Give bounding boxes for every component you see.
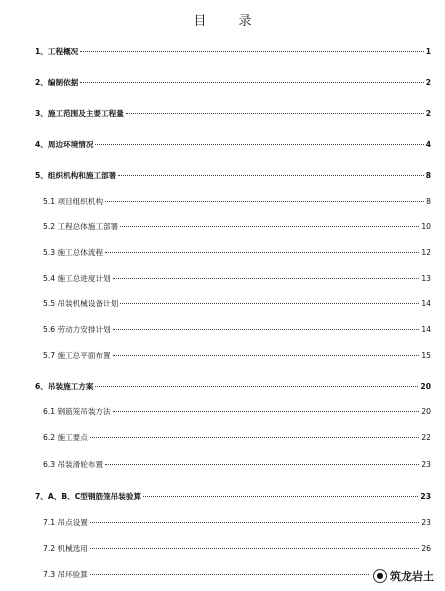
toc-entry[interactable] xyxy=(43,518,431,528)
toc-leader xyxy=(90,521,419,523)
wechat-icon: ● xyxy=(373,569,387,583)
toc-page-number: 12 xyxy=(421,248,431,257)
toc-entry-label: 5.2 工程总体施工部署 xyxy=(43,222,119,231)
toc-page-number: 13 xyxy=(421,274,431,283)
toc-leader xyxy=(90,547,419,549)
toc-entry[interactable] xyxy=(35,492,431,502)
toc-entry-label: 2、编制依据 xyxy=(35,78,79,87)
toc-entry[interactable] xyxy=(43,433,431,443)
toc-entry[interactable] xyxy=(43,274,431,284)
toc-page-number: 2 xyxy=(425,78,431,87)
toc-entry-label: 6.2 施工要点 xyxy=(43,433,88,442)
toc-page-number: 14 xyxy=(421,325,431,334)
toc-leader xyxy=(113,328,420,330)
toc-entry[interactable] xyxy=(43,299,431,309)
toc-page-number: 26 xyxy=(421,544,431,553)
toc-entry[interactable] xyxy=(43,460,431,470)
watermark xyxy=(370,567,437,585)
toc-entry-label: 1、工程概况 xyxy=(35,47,79,56)
toc-leader xyxy=(113,410,420,412)
toc-entry[interactable] xyxy=(43,351,431,361)
toc-entry-label: 5.7 施工总平面布置 xyxy=(43,351,111,360)
watermark-text: 筑龙岩土 xyxy=(390,570,434,583)
toc-entry-label: 6.1 钢筋笼吊装方法 xyxy=(43,407,111,416)
toc-leader xyxy=(120,225,419,227)
toc-leader xyxy=(120,302,419,304)
toc-entry-label: 5.3 施工总体流程 xyxy=(43,248,104,257)
toc-leader xyxy=(113,354,420,356)
toc-leader xyxy=(126,112,424,114)
toc-leader xyxy=(90,436,419,438)
toc-entry-label: 5.5 吊装机械设备计划 xyxy=(43,299,119,308)
toc-leader xyxy=(95,385,418,387)
toc-page-number: 2 xyxy=(425,109,431,118)
toc-entry[interactable] xyxy=(35,78,431,88)
toc-entry[interactable] xyxy=(35,171,431,181)
toc-page-number: 4 xyxy=(425,140,431,149)
toc-leader xyxy=(105,251,419,253)
toc-leader xyxy=(118,174,423,176)
toc-entry-label: 7.2 机械选用 xyxy=(43,544,88,553)
toc-title: 目 录 xyxy=(193,14,266,29)
toc-entry-label: 5、组织机构和施工部署 xyxy=(35,171,117,180)
toc-entry[interactable] xyxy=(43,544,431,554)
toc-entry[interactable] xyxy=(43,407,431,417)
toc-leader xyxy=(105,200,424,202)
toc-entry-label: 3、施工范围及主要工程量 xyxy=(35,109,124,118)
toc-page-number: 20 xyxy=(420,382,431,391)
toc-leader xyxy=(80,81,423,83)
toc-entry-label: 5.4 施工总进度计划 xyxy=(43,274,111,283)
toc-entry[interactable] xyxy=(43,197,431,207)
toc-entry[interactable] xyxy=(35,140,431,150)
toc-leader xyxy=(143,495,418,497)
toc-page-number: 23 xyxy=(421,460,431,469)
toc-entry-label: 7.3 吊环验算 xyxy=(43,570,88,579)
toc-page-number: 1 xyxy=(425,47,431,56)
toc-entry-label: 6.3 吊装滑轮布置 xyxy=(43,460,104,469)
toc-leader xyxy=(80,50,423,52)
toc-entry-label: 7、A、B、C型钢筋笼吊装验算 xyxy=(35,492,142,501)
toc-page-number: 23 xyxy=(421,518,431,527)
toc-leader xyxy=(105,463,419,465)
toc-page-number: 14 xyxy=(421,299,431,308)
toc-entry[interactable] xyxy=(43,325,431,335)
toc-leader xyxy=(113,277,420,279)
toc-page-number: 10 xyxy=(421,222,431,231)
toc-entry[interactable] xyxy=(35,382,431,392)
toc-page-number: 8 xyxy=(426,197,431,206)
toc-page-number: 20 xyxy=(421,407,431,416)
toc-entry[interactable] xyxy=(35,47,431,57)
toc-entry[interactable] xyxy=(43,222,431,232)
toc-leader xyxy=(95,143,423,145)
toc-entry-label: 7.1 吊点设置 xyxy=(43,518,88,527)
toc-page-number: 15 xyxy=(421,351,431,360)
toc-entry-label: 4、周边环境情况 xyxy=(35,140,94,149)
toc-entry[interactable] xyxy=(35,109,431,119)
toc-page-number: 8 xyxy=(425,171,431,180)
toc-page-number: 22 xyxy=(421,433,431,442)
toc-entry-label: 6、吊装施工方案 xyxy=(35,382,94,391)
toc-entry[interactable] xyxy=(43,248,431,258)
toc-entry-label: 5.6 劳动力安排计划 xyxy=(43,325,111,334)
toc-page-number: 23 xyxy=(420,492,431,501)
toc-entry-label: 5.1 项目组织机构 xyxy=(43,197,104,206)
